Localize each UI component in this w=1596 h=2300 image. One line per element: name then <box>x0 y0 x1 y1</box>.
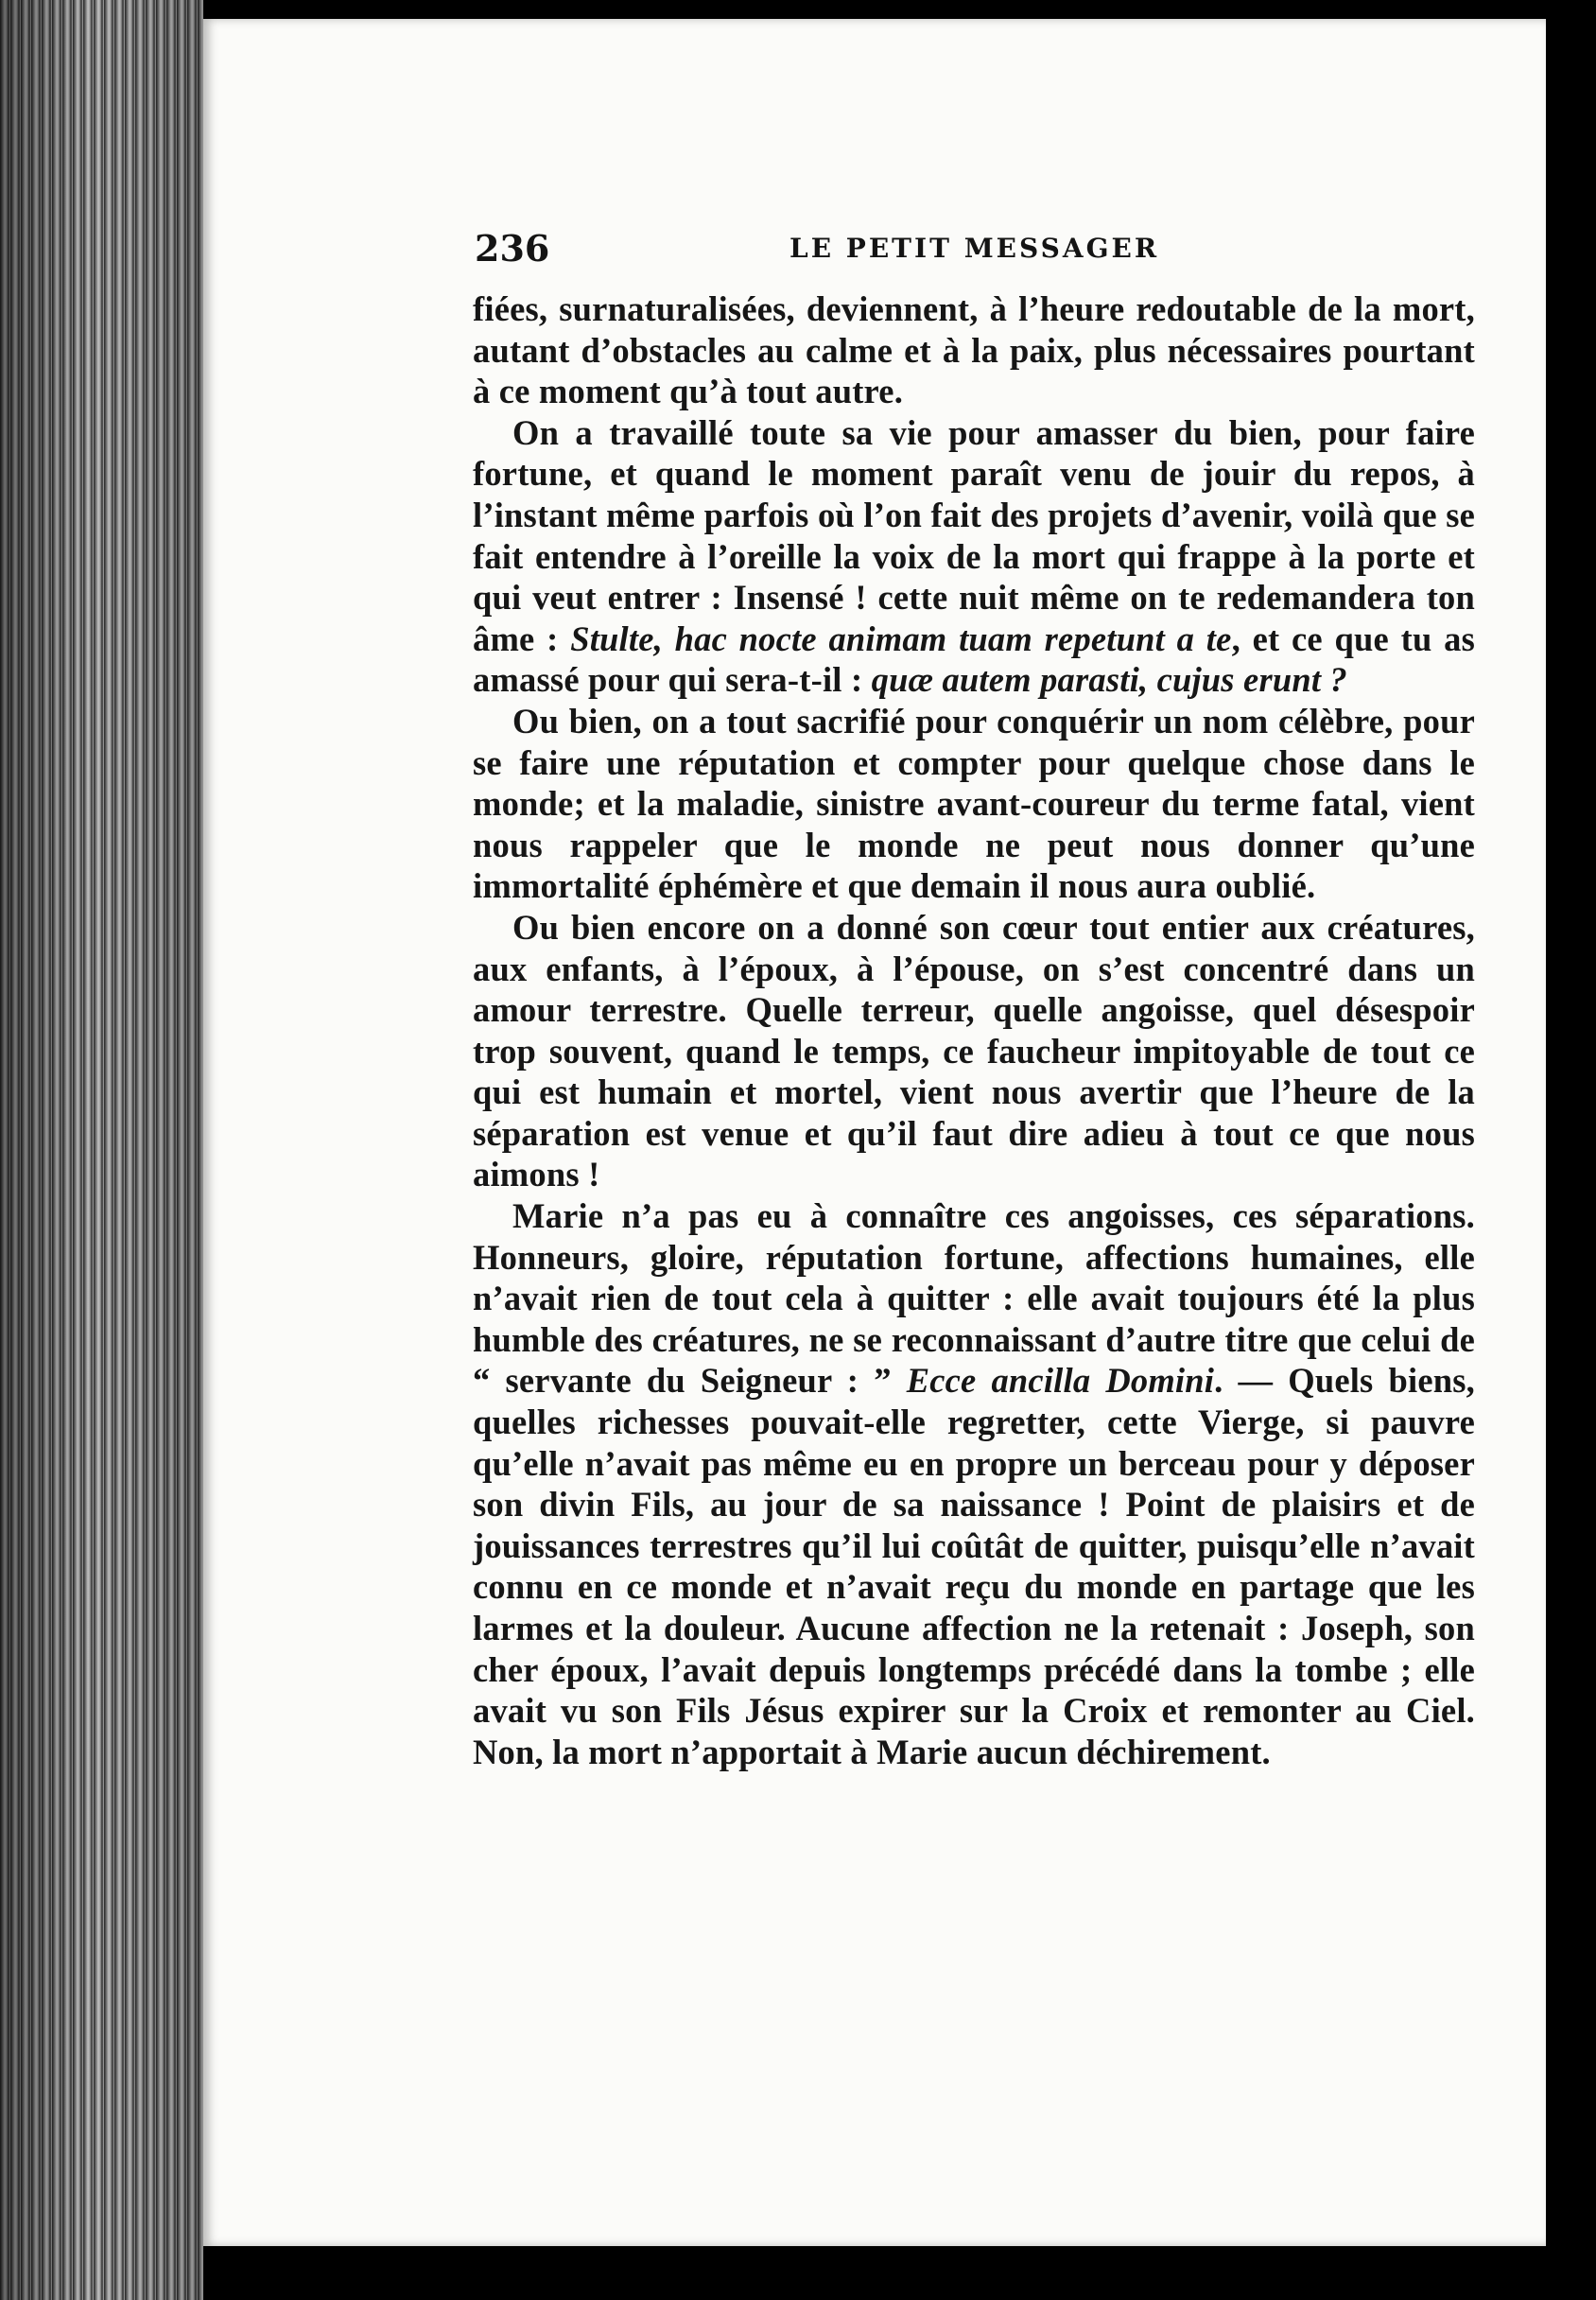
text-segment: Ou bien encore on a donné son cœur tout entier aux créatures, aux enfants, à l’époux, à l’épouse, on s’est concentré dans un amour terrestre. Quelle terreur, quelle angoisse, quel désespoir trop souvent, quand le temps, ce faucheur impitoyable de tout ce qui est humain et mortel, vient nous avertir que l’heure de la séparation est venue et qu’il faut dire adieu à tout ce que nous aimons ! <box>473 907 1475 1194</box>
latin-quotation: Stulte, hac nocte animam tuam repetunt a te <box>570 619 1232 658</box>
page-header <box>475 227 1475 274</box>
paragraph <box>473 288 1475 412</box>
scan-border-right <box>1546 0 1596 2300</box>
paragraph <box>473 1195 1475 1772</box>
latin-quotation: Ecce ancilla Domini <box>906 1361 1215 1401</box>
latin-quotation: quæ autem parasti, cujus erunt ? <box>871 660 1347 700</box>
running-title: LE PETIT MESSAGER <box>789 233 1160 264</box>
page-number: 236 <box>475 227 550 270</box>
text-segment: . — Quels biens, quelles richesses pouvait-elle regretter, cette Vierge, si pauvre qu’elle n’avait pas même eu en propre un berceau pour y déposer son divin Fils, au jour de sa naissance ! Point de plaisirs et de jouissances terrestres qu’il lui coûtât de quitter, puisqu’elle n’avait connu en ce monde et n’avait reçu du monde en partage que les larmes et la douleur. Aucune affection ne la retenait : Joseph, son cher époux, l’avait depuis longtemps précédé dans la tombe ; elle avait vu son Fils Jésus expirer sur la Croix et remonter au Ciel. Non, la mort n’apportait à Marie aucun déchirement. <box>473 1361 1475 1771</box>
body-text <box>473 288 1475 1772</box>
paragraph <box>473 907 1475 1195</box>
text-segment: fiées, surnaturalisées, deviennent, à l’heure redoutable de la mort, autant d’obstacles au calme et à la paix, plus nécessaires pourtant à ce moment qu’à tout autre. <box>473 289 1475 411</box>
text-segment: Ou bien, on a tout sacrifié pour conquérir un nom célèbre, pour se faire une réputation et compter pour quelque chose dans le monde; et la maladie, sinistre avant-coureur du terme fatal, vient nous rappeler que le monde ne peut nous donner qu’une immortalité éphémère et que demain il nous aura oublié. <box>473 701 1475 906</box>
text-segment: On a travaillé toute sa vie pour amasser du bien, pour faire fortune, et quand le moment paraît venu de jouir du repos, à l’instant même parfois où l’on fait des projets d’avenir, voilà que se fait entendre à l’oreille la voix de la mort qui frappe à la porte et qui veut entrer : Insensé ! cette nuit même on te redemandera ton âme : <box>473 412 1475 658</box>
paragraph <box>473 701 1475 907</box>
page-edges-shadow <box>0 0 203 2300</box>
paragraph <box>473 412 1475 701</box>
text-segment: , et ce que tu as amassé pour qui sera-t-il : <box>473 619 1476 700</box>
text-segment: Marie n’a pas eu à connaître ces angoisses, ces séparations. Honneurs, gloire, réputation fortune, affections humaines, elle n’avait rien de tout cela à quitter : elle avait toujours été la plus humble des créatures, ne se reconnaissant d’autre titre que celui de “ servante du Seigneur : ” <box>473 1196 1475 1401</box>
